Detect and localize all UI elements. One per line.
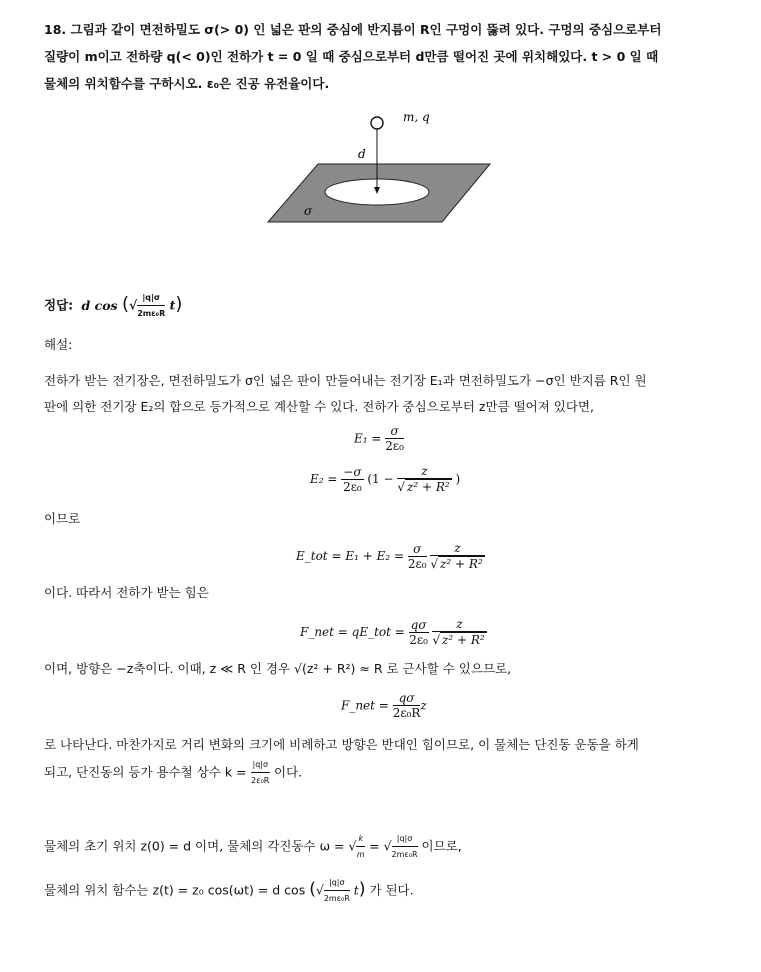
answer-expr: d cos [81,297,118,313]
label-sigma: σ [304,204,313,218]
p6-k-over-m [356,832,365,862]
answer-den: 2mε₀R [137,309,166,318]
eq2-num2: z [397,464,451,479]
p7-fraction [324,876,350,906]
answer-num: |q|σ [137,291,165,306]
equation-etot: E_tot = E₁ + E₂ = $\frac{\sigma}{\text{2ε₀}}$ $\frac{z}{\text{√ z² + R²}}$ [296,541,483,571]
p1-line-1: 전하가 받는 전기장은, 면전하밀도가 σ인 넓은 판이 만들어내는 전기장 E₁과 면전하밀도가 −σ인 반지름 R인 원 [44,373,647,388]
eq5-tail: z [420,698,427,713]
p5-line-1: 로 나타난다. 마찬가지로 거리 변화의 크기에 비례하고 방향은 반대인 힘이므로, 이 물체는 단진동 운동을 하게 [44,737,639,752]
p6-m: m [356,850,365,859]
eq2-lhs: E₂ = [310,472,338,486]
equation-fnet-approx [341,691,427,721]
eq4-num2: z [432,617,486,632]
equation-e2: E₂ = $\frac{-\sigma}{\text{2ε₀}}$ (1 − $\frac{z}{\text{√ z² + R²}}$ ) [310,464,461,494]
explanation-p3: 이다. 따라서 전하가 받는 힘은 [44,585,209,600]
question-line-1: 18. 그림과 같이 면전하밀도 σ(> 0) 인 넓은 판의 중심에 반지름이 R인 구멍이 뚫려 있다. 구멍의 중심으로부터 [44,22,662,37]
equation-e1 [354,424,404,454]
eq2-open: (1 − [367,472,394,486]
eq3-num2: z [430,541,484,556]
p6-num: |q|σ [392,832,418,847]
explanation-p4: 이며, 방향은 −z축이다. 이때, z ≪ R 인 경우 √(z² + R²) ≈ R 로 근사할 수 있으므로, [44,661,512,676]
eq3-den2: z² + R² [440,557,483,571]
p6-eq: = [369,838,380,854]
eq5-lhs: F_net = [341,698,389,713]
eq4-num: qσ [410,617,427,632]
answer: 정답: d cos (√ $\frac{|q|\sigma}{\text{2mε₀R}}$ t) [44,291,182,321]
answer-fraction [137,291,165,321]
label-d: d [358,147,366,161]
p5-den: 2ε₀R [251,776,270,785]
p5-line-2 [44,758,720,788]
explanation-paragraph-1 [44,368,720,420]
eq2-den: 2ε₀ [343,479,362,494]
charge-circle [371,117,383,129]
question [44,16,720,97]
explanation-p6: 물체의 초기 위치 z(0) = d 이며, 물체의 각진동수 ω = √ $\frac{k}{m}$ = √ $\frac{|q|\sigma}{\text{2mε₀R}}$ 이므로, [44,832,462,862]
p6a: 물체의 초기 위치 z(0) = d 이며, 물체의 각진동수 ω = [44,838,345,854]
eq4-den2: z² + R² [442,633,485,647]
answer-t: t [169,297,176,313]
explanation-p2: 이므로 [44,511,81,526]
plate-diagram [260,108,500,228]
p7-t: t [353,882,359,898]
eq5-den: 2ε₀R [392,706,421,720]
eq4-den: 2ε₀ [409,632,428,647]
eq2-close: ) [455,472,461,486]
eq3-lhs: E_tot = E₁ + E₂ = [296,549,405,563]
eq1-num: σ [385,424,404,439]
eq3-den: 2ε₀ [407,556,427,571]
p5-fraction [251,758,271,788]
p6-den: 2mε₀R [391,850,418,859]
question-line-3: 물체의 위치함수를 구하시오. ε₀은 진공 유전율이다. [44,76,330,91]
p7b: 가 된다. [369,882,414,898]
p5-line-2b: 이다. [274,764,303,780]
p5-line-2a: 되고, 단진동의 등가 용수철 상수 k = [44,764,247,780]
explanation-heading: 해설: [44,337,73,352]
answer-label: 정답: [44,297,74,313]
figure-charged-plate [260,108,500,231]
eq2-num: −σ [343,464,362,479]
p6-fraction [392,832,418,862]
p1-line-2: 판에 의한 전기장 E₂의 합으로 등가적으로 계산할 수 있다. 전하가 중심으로부터 z만큼 떨어져 있다면, [44,399,594,414]
label-mq: m, q [403,110,430,124]
eq2-den2: z² + R² [407,480,450,494]
eq1-den: 2ε₀ [385,439,404,453]
p6-k: k [356,832,365,847]
eq5-num: qσ [393,691,421,706]
explanation-p7: 물체의 위치 함수는 z(t) = z₀ cos(ωt) = d cos (√ $\frac{|q|\sigma}{\text{2mε₀R}}$ t) 가 된다. [44,876,414,906]
p5-num: |q|σ [251,758,271,773]
eq1-lhs: E₁ = [354,431,382,446]
explanation-paragraph-5 [44,732,720,788]
eq4-lhs: F_net = qE_tot = [300,625,405,639]
p7-num: |q|σ [324,876,350,891]
equation-fnet: F_net = qE_tot = $\frac{q\sigma}{\text{2ε₀}}$ $\frac{z}{\text{√ z² + R²}}$ [300,617,485,647]
question-line-2: 질량이 m이고 전하량 q(< 0)인 전하가 t = 0 일 때 중심으로부터 d만큼 떨어진 곳에 위치해있다. t > 0 일 때 [44,49,659,64]
p7a: 물체의 위치 함수는 z(t) = z₀ cos(ωt) = d cos [44,882,306,898]
eq3-num: σ [408,542,427,557]
p7-den: 2mε₀R [323,894,350,903]
p6b: 이므로, [421,838,462,854]
